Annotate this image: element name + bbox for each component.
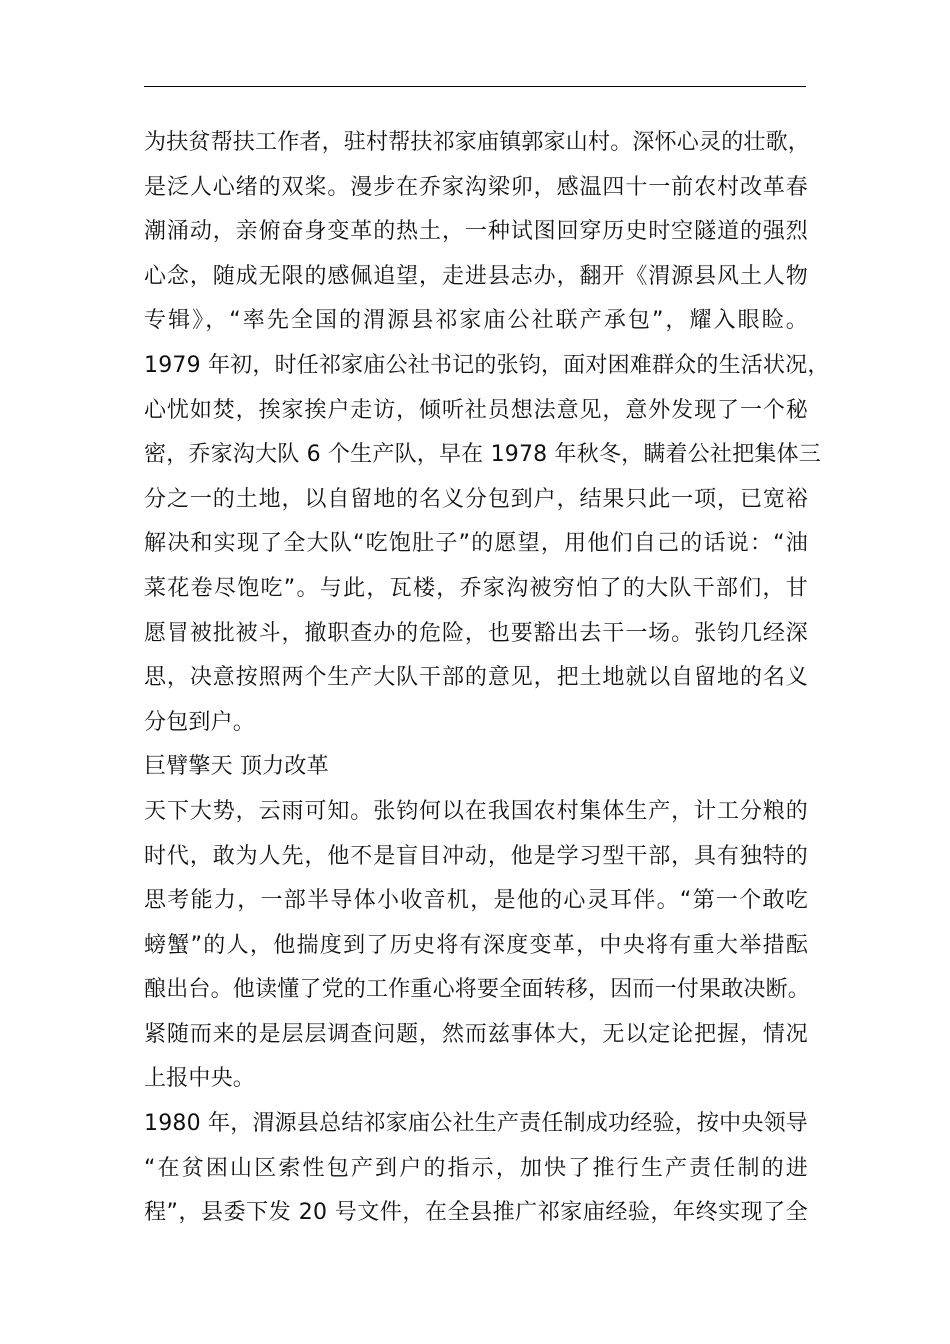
text-line-10: 解决和实现了全大队“吃饱肚子”的愿望，用他们自己的话说：“油 — [144, 531, 808, 557]
section-heading: 巨臂擎天 顶力改革 — [144, 754, 329, 780]
text-line-3: 潮涌动，亲俯奋身变革的热土，一种试图回穿历史时空隧道的强烈 — [144, 219, 808, 245]
text-line-9: 分之一的土地，以自留地的名义分包到户，结果只此一项，已宽裕 — [144, 486, 808, 512]
text-line-8: 密，乔家沟大队 6 个生产队，早在 1978 年秋冬，瞒着公社把集体三 — [144, 442, 821, 468]
text-line-6: 1979 年初，时任祁家庙公社书记的张钧，面对困难群众的生活状况， — [144, 352, 830, 378]
text-line-18: 思考能力，一部半导体小收音机，是他的心灵耳伴。“第一个敢吃 — [144, 888, 808, 914]
text-line-12: 愿冒被批被斗，撤职查办的危险，也要豁出去干一场。张钧几经深 — [144, 620, 808, 646]
header-rule — [144, 86, 806, 87]
text-line-21: 紧随而来的是层层调查问题，然而兹事体大，无以定论把握，情况 — [144, 1021, 808, 1047]
text-line-1: 为扶贫帮扶工作者，驻村帮扶祁家庙镇郭家山村。深怀心灵的壮歌， — [144, 130, 811, 155]
text-line-20: 酿出台。他读懂了党的工作重心将要全面转移，因而一付果敢决断。 — [144, 977, 811, 1003]
text-line-5: 专辑》，“率先全国的渭源县祁家庙公社联产承包”，耀入眼睑。 — [144, 308, 808, 334]
text-line-7: 心忧如焚，挨家挨户走访，倾听社员想法意见，意外发现了一个秘 — [144, 397, 808, 423]
text-line-2: 是泛人心绪的双桨。漫步在乔家沟梁卯，感温四十一前农村改革春 — [144, 174, 808, 200]
text-line-16: 天下大势，云雨可知。张钧何以在我国农村集体生产，计工分粮的 — [144, 798, 808, 824]
text-line-23: 1980 年，渭源县总结祁家庙公社生产责任制成功经验，按中央领导 — [144, 1111, 808, 1137]
text-line-17: 时代，敢为人先，他不是盲目冲动，他是学习型干部，具有独特的 — [144, 843, 808, 869]
text-line-19: 螃蟹”的人，他揣度到了历史将有深度变革，中央将有重大举措酝 — [144, 932, 808, 958]
text-line-11: 菜花卷尽饱吃”。与此，瓦楼，乔家沟被穷怕了的大队干部们，甘 — [144, 575, 808, 601]
document-body — [144, 121, 830, 1236]
text-line-4: 心念，随成无限的感佩追望，走进县志办，翻开《渭源县风土人物 — [144, 263, 808, 289]
text-line-25: 程”，县委下发 20 号文件，在全县推广祁家庙经验，年终实现了全 — [144, 1200, 808, 1226]
text-line-14: 分包到户。 — [144, 709, 256, 735]
text-line-24: “在贫困山区索性包产到户的指示，加快了推行生产责任制的进 — [144, 1155, 808, 1181]
text-line-13: 思，决意按照两个生产大队干部的意见，把土地就以自留地的名义 — [144, 665, 808, 691]
text-line-22: 上报中央。 — [144, 1066, 256, 1092]
